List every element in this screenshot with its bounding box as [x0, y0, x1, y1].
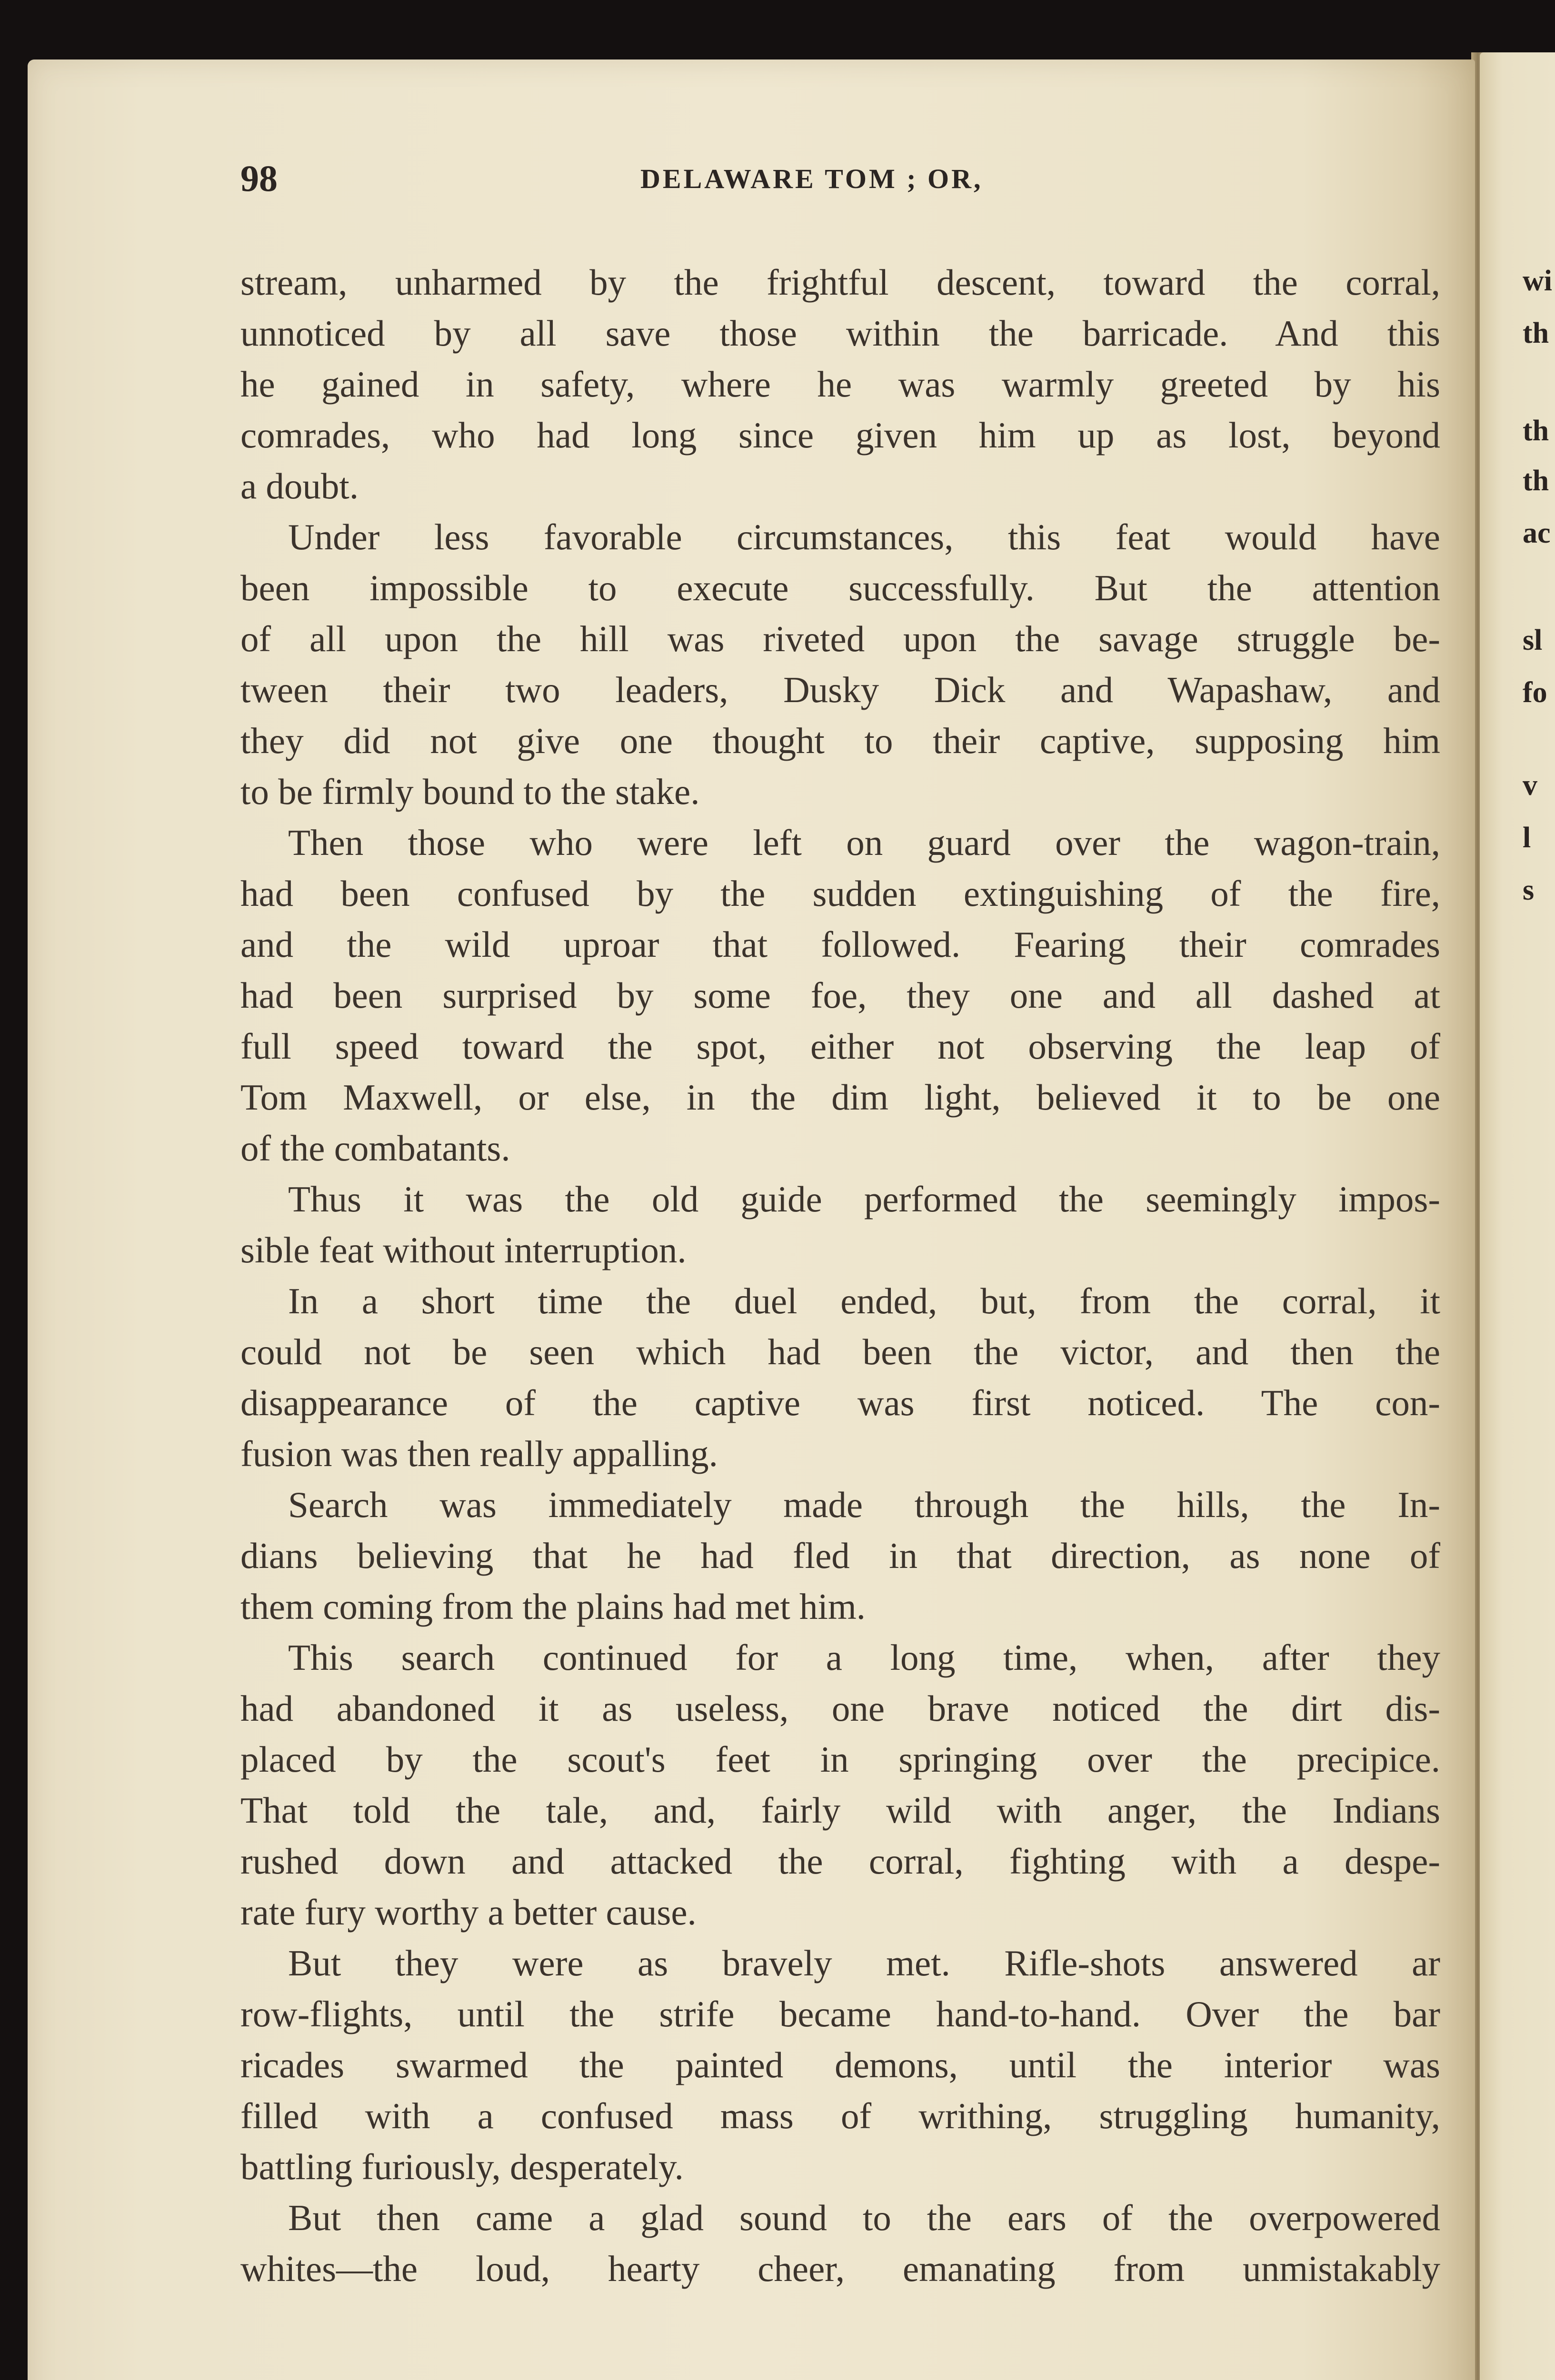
text-line: rate fury worthy a better cause. — [240, 1892, 697, 1933]
text-line: Under less favorable circumstances, this feat would have — [288, 516, 1440, 557]
text-line: rushed down and attacked the corral, fighting with a despe- — [240, 1841, 1440, 1882]
text-line: disappearance of the captive was first noticed. The con- — [240, 1382, 1440, 1423]
next-page-fragment: th — [1523, 317, 1549, 349]
text-line: In a short time the duel ended, but, from the corral, it — [288, 1280, 1440, 1321]
next-page-fragment: wi — [1523, 265, 1552, 297]
next-page-edge — [1480, 52, 1555, 2380]
next-page-fragment: s — [1523, 874, 1535, 906]
text-line: and the wild uproar that followed. Fearing their comrades — [240, 924, 1440, 965]
next-page-fragment: sl — [1523, 624, 1543, 656]
text-line: of all upon the hill was riveted upon the savage struggle be- — [240, 618, 1440, 659]
text-line: ricades swarmed the painted demons, until the interior was — [240, 2044, 1440, 2085]
text-line: full speed toward the spot, either not observing the leap of — [240, 1026, 1440, 1067]
text-line: them coming from the plains had met him. — [240, 1586, 866, 1627]
text-line: he gained in safety, where he was warmly greeted by his — [240, 364, 1440, 405]
text-line: stream, unharmed by the frightful descent, toward the corral, — [240, 262, 1440, 303]
page-number: 98 — [240, 158, 278, 199]
text-line: of the combatants. — [240, 1128, 510, 1169]
running-title: DELAWARE TOM ; OR, — [640, 163, 983, 194]
body-text — [240, 257, 1440, 2294]
text-line: dians believing that he had fled in that direction, as none of — [240, 1535, 1440, 1576]
text-line: row-flights, until the strife became hand-to-hand. Over the bar — [240, 1993, 1440, 2034]
text-line: a doubt. — [240, 466, 359, 506]
text-line: had been confused by the sudden extinguishing of the fire, — [240, 873, 1440, 914]
text-line: battling furiously, desperately. — [240, 2146, 684, 2187]
text-line: sible feat without interruption. — [240, 1230, 687, 1270]
text-line: comrades, who had long since given him up as lost, beyond — [240, 415, 1440, 456]
text-line: Tom Maxwell, or else, in the dim light, believed it to be one — [240, 1077, 1440, 1118]
text-line: Thus it was the old guide performed the seemingly impos- — [288, 1179, 1440, 1220]
next-page-fragment: fo — [1523, 676, 1547, 709]
text-line: fusion was then really appalling. — [240, 1433, 718, 1474]
next-page-fragment: l — [1523, 822, 1531, 854]
text-line: they did not give one thought to their captive, supposing him — [240, 720, 1440, 761]
text-line: had been surprised by some foe, they one and all dashed at — [240, 975, 1440, 1016]
text-line: whites—the loud, hearty cheer, emanating from unmistakably — [240, 2248, 1440, 2289]
next-page-fragment: v — [1523, 769, 1537, 802]
text-line: That told the tale, and, fairly wild with anger, the Indians — [240, 1790, 1440, 1831]
text-line: could not be seen which had been the victor, and then the — [240, 1331, 1440, 1372]
text-line: But then came a glad sound to the ears of the overpowered — [288, 2197, 1440, 2238]
next-page-fragment: th — [1523, 465, 1549, 497]
text-line: But they were as bravely met. Rifle-shots answered ar — [288, 1943, 1440, 1983]
text-line: tween their two leaders, Dusky Dick and Wapashaw, and — [240, 669, 1440, 710]
text-line: had abandoned it as useless, one brave noticed the dirt dis- — [240, 1688, 1440, 1729]
next-page-fragment: th — [1523, 415, 1549, 447]
text-line: been impossible to execute successfully. But the attention — [240, 567, 1440, 608]
text-line: to be firmly bound to the stake. — [240, 771, 700, 812]
text-line: This search continued for a long time, when, after they — [288, 1637, 1440, 1678]
next-page-fragment: ac — [1523, 517, 1551, 549]
text-line: unnoticed by all save those within the barricade. And this — [240, 313, 1440, 354]
text-line: placed by the scout's feet in springing over the precipice. — [240, 1739, 1440, 1780]
text-line: Search was immediately made through the hills, the In- — [288, 1484, 1440, 1525]
text-line: filled with a confused mass of writhing, struggling humanity, — [240, 2095, 1440, 2136]
running-head — [240, 157, 1440, 205]
text-line: Then those who were left on guard over the wagon-train, — [288, 822, 1440, 863]
